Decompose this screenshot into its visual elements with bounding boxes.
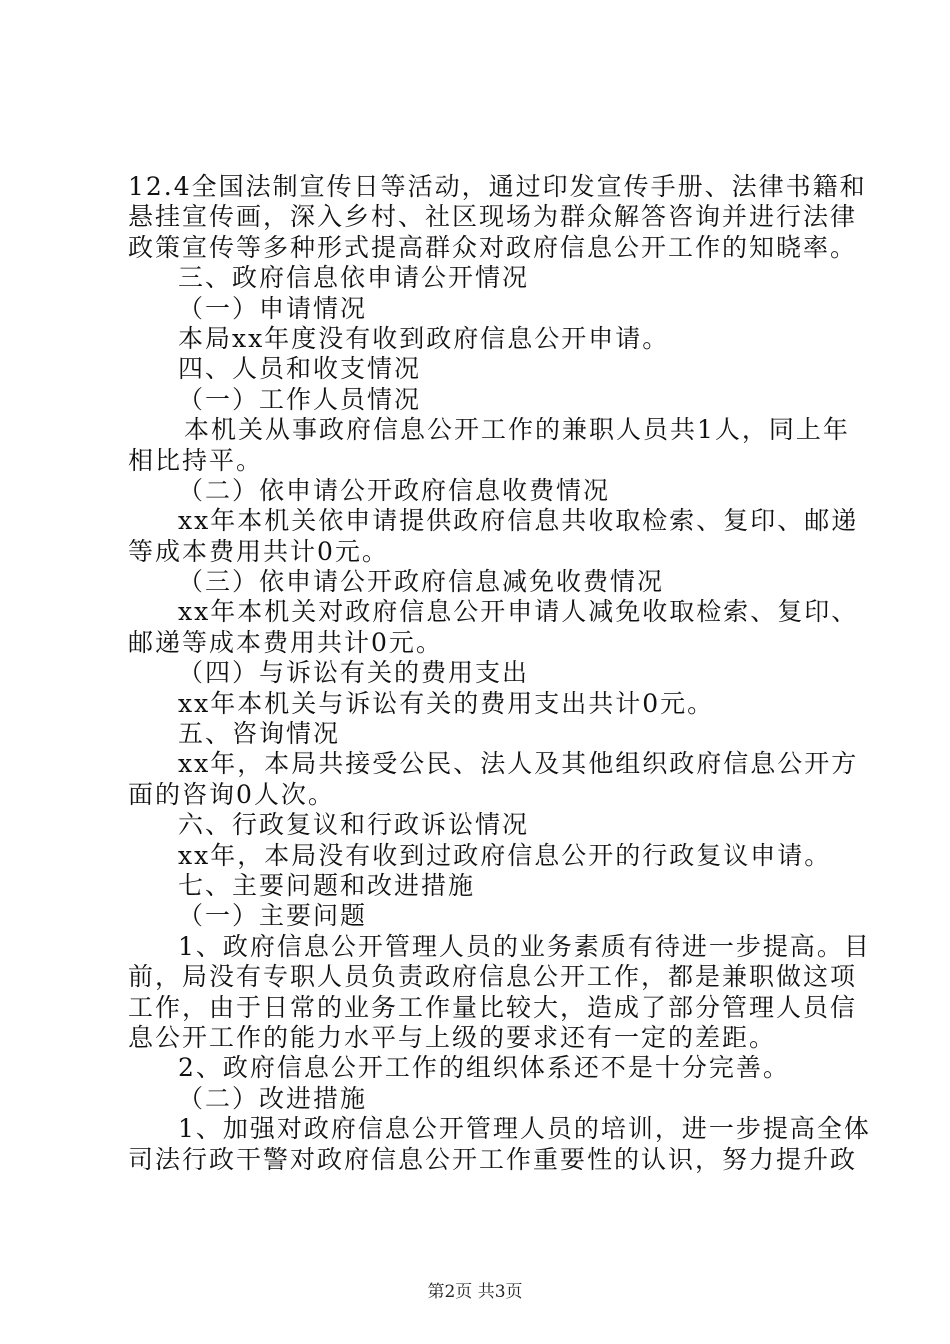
text-line: xx年本机关对政府信息公开申请人减免收取检索、复印、 (178, 597, 859, 627)
text-line: xx年本机关与诉讼有关的费用支出共计0元。 (178, 688, 715, 718)
text-line: 相比持平。 (128, 445, 264, 475)
page-footer: 第2页 共3页 (427, 1282, 523, 1302)
text-line: 五、咨询情况 (178, 719, 341, 749)
text-line: 1、加强对政府信息公开管理人员的培训，进一步提高全体 (178, 1114, 871, 1144)
text-line: 四、人员和收支情况 (178, 354, 422, 384)
text-line: 面的咨询0人次。 (128, 779, 335, 809)
text-line: 六、行政复议和行政诉讼情况 (178, 810, 530, 840)
text-line: 邮递等成本费用共计0元。 (128, 627, 443, 657)
text-line: xx年本机关依申请提供政府信息共收取检索、复印、邮递 (178, 506, 859, 536)
text-line: 等成本费用共计0元。 (128, 536, 389, 566)
text-line: 前，局没有专职人员负责政府信息公开工作，都是兼职做这项 (128, 962, 858, 992)
text-line: 息公开工作的能力水平与上级的要求还有一定的差距。 (128, 1022, 777, 1052)
text-line: （三）依申请公开政府信息减免收费情况 (178, 567, 665, 597)
text-line: 悬挂宣传画，深入乡村、社区现场为群众解答咨询并进行法律 (128, 202, 858, 232)
text-line: 本机关从事政府信息公开工作的兼职人员共1人，同上年 (184, 415, 850, 445)
text-line: xx年，本局共接受公民、法人及其他组织政府信息公开方 (178, 749, 859, 779)
text-line: 三、政府信息依申请公开情况 (178, 263, 530, 293)
text-line: 本局xx年度没有收到政府信息公开申请。 (178, 323, 670, 353)
document-body (128, 172, 871, 1175)
text-line: 12.4全国法制宣传日等活动，通过印发宣传手册、法律书籍和 (128, 172, 867, 201)
text-line: （一）申请情况 (178, 293, 368, 323)
text-line: （一）主要问题 (178, 901, 368, 931)
text-line: 2、政府信息公开工作的组织体系还不是十分完善。 (178, 1053, 790, 1083)
text-line: （二）改进措施 (178, 1083, 368, 1113)
text-line: 1、政府信息公开管理人员的业务素质有待进一步提高。目 (178, 931, 871, 961)
text-line: 七、主要问题和改进措施 (178, 870, 476, 900)
text-line: 工作，由于日常的业务工作量比较大，造成了部分管理人员信 (128, 992, 858, 1022)
text-line: （一）工作人员情况 (178, 384, 422, 414)
text-line: （二）依申请公开政府信息收费情况 (178, 475, 611, 505)
text-line: 司法行政干警对政府信息公开工作重要性的认识，努力提升政 (128, 1144, 858, 1174)
text-line: 政策宣传等多种形式提高群众对政府信息公开工作的知晓率。 (128, 232, 858, 262)
text-line: xx年，本局没有收到过政府信息公开的行政复议申请。 (178, 840, 832, 870)
text-line: （四）与诉讼有关的费用支出 (178, 658, 530, 688)
